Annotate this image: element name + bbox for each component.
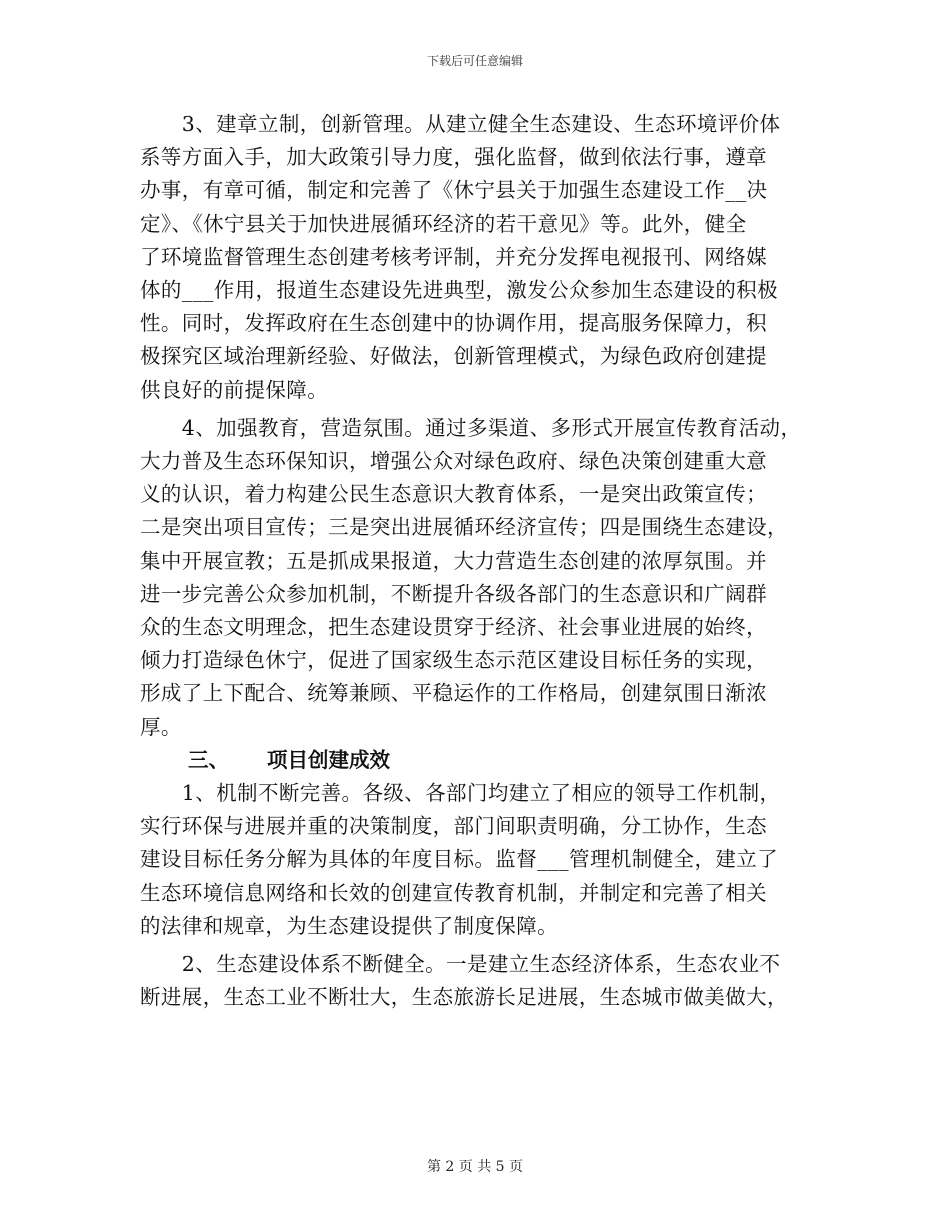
- text-line: 2、生态建设体系不断健全。一是建立生态经济体系，生态农业不: [140, 952, 781, 977]
- text-line: 系等方面入手，加大政策引导力度，强化监督，做到依法行事，遵章: [140, 145, 767, 170]
- text-line: 4、加强教育，营造氛围。通过多渠道、多形式开展宣传教育活动，: [140, 415, 802, 440]
- text-line: 实行环保与进展并重的决策制度，部门间职责明确，分工协作，生态: [140, 814, 767, 839]
- text-line: 3、建章立制，创新管理。从建立健全生态建设、生态环境评价体: [140, 112, 781, 136]
- text-line: 厚。: [140, 714, 182, 739]
- text-line: 二是突出项目宣传；三是突出进展循环经济宣传；四是围绕生态建设，: [140, 515, 788, 540]
- page-footer: 第 2 页 共 5 页: [426, 1159, 524, 1175]
- text-line: 断进展，生态工业不断壮大，生态旅游长足进展，生态城市做美做大，: [140, 985, 788, 1010]
- section-number: 三、: [188, 747, 229, 772]
- text-line: 极探究区域治理新经验、好做法，创新管理模式，为绿色政府创建提: [140, 344, 767, 369]
- text-line: 的法律和规章，为生态建设提供了制度保障。: [140, 913, 558, 938]
- text-line: 1、机制不断完善。各级、各部门均建立了相应的领导工作机制，: [140, 781, 781, 806]
- text-line: 体的___作用，报道生态建设先进典型，激发公众参加生态建设的积极: [140, 278, 779, 303]
- text-line: 了环境监督管理生态创建考核考评制，并充分发挥电视报刊、网络媒: [140, 244, 767, 269]
- paragraph-3-rules: [140, 108, 820, 407]
- text-line: 众的生态文明理念，把生态建设贯穿于经济、社会事业进展的始终，: [140, 615, 767, 640]
- text-line: 形成了上下配合、统筹兼顾、平稳运作的工作格局，创建氛围日渐浓: [140, 681, 767, 706]
- text-line: 进一步完善公众参加机制，不断提升各级各部门的生态意识和广阔群: [140, 581, 767, 606]
- text-line: 生态环境信息网络和长效的创建宣传教育机制，并制定和完善了相关: [140, 880, 767, 905]
- text-line: 大力普及生态环保知识，增强公众对绿色政府、绿色决策创建重大意: [140, 449, 767, 474]
- document-body: [140, 108, 820, 1014]
- paragraph-4-education: [140, 412, 820, 744]
- text-line: 倾力打造绿色休宁，促进了国家级生态示范区建设目标任务的实现，: [140, 648, 767, 673]
- text-line: 办事，有章可循，制定和完善了《休宁县关于加强生态建设工作__决: [140, 178, 768, 203]
- paragraph-2-system: [140, 948, 820, 1014]
- text-line: 建设目标任务分解为具体的年度目标。监督___管理机制健全，建立了: [140, 847, 779, 872]
- section-heading: [140, 744, 820, 777]
- page-header: 下载后可任意编辑: [426, 54, 523, 68]
- text-line: 性。同时，发挥政府在生态创建中的协调作用，提高服务保障力，积: [140, 311, 767, 336]
- text-line: 义的认识，着力构建公民生态意识大教育体系，一是突出政策宣传；: [140, 482, 767, 507]
- text-line: 供良好的前提保障。: [140, 377, 329, 402]
- paragraph-1-mechanism: [140, 777, 820, 943]
- text-line: 定》、《休宁县关于加快进展循环经济的若干意见》等。此外，健全: [140, 211, 747, 236]
- text-line: 集中开展宣教；五是抓成果报道，大力营造生态创建的浓厚氛围。并: [140, 548, 767, 573]
- section-title: 项目创建成效: [267, 747, 390, 772]
